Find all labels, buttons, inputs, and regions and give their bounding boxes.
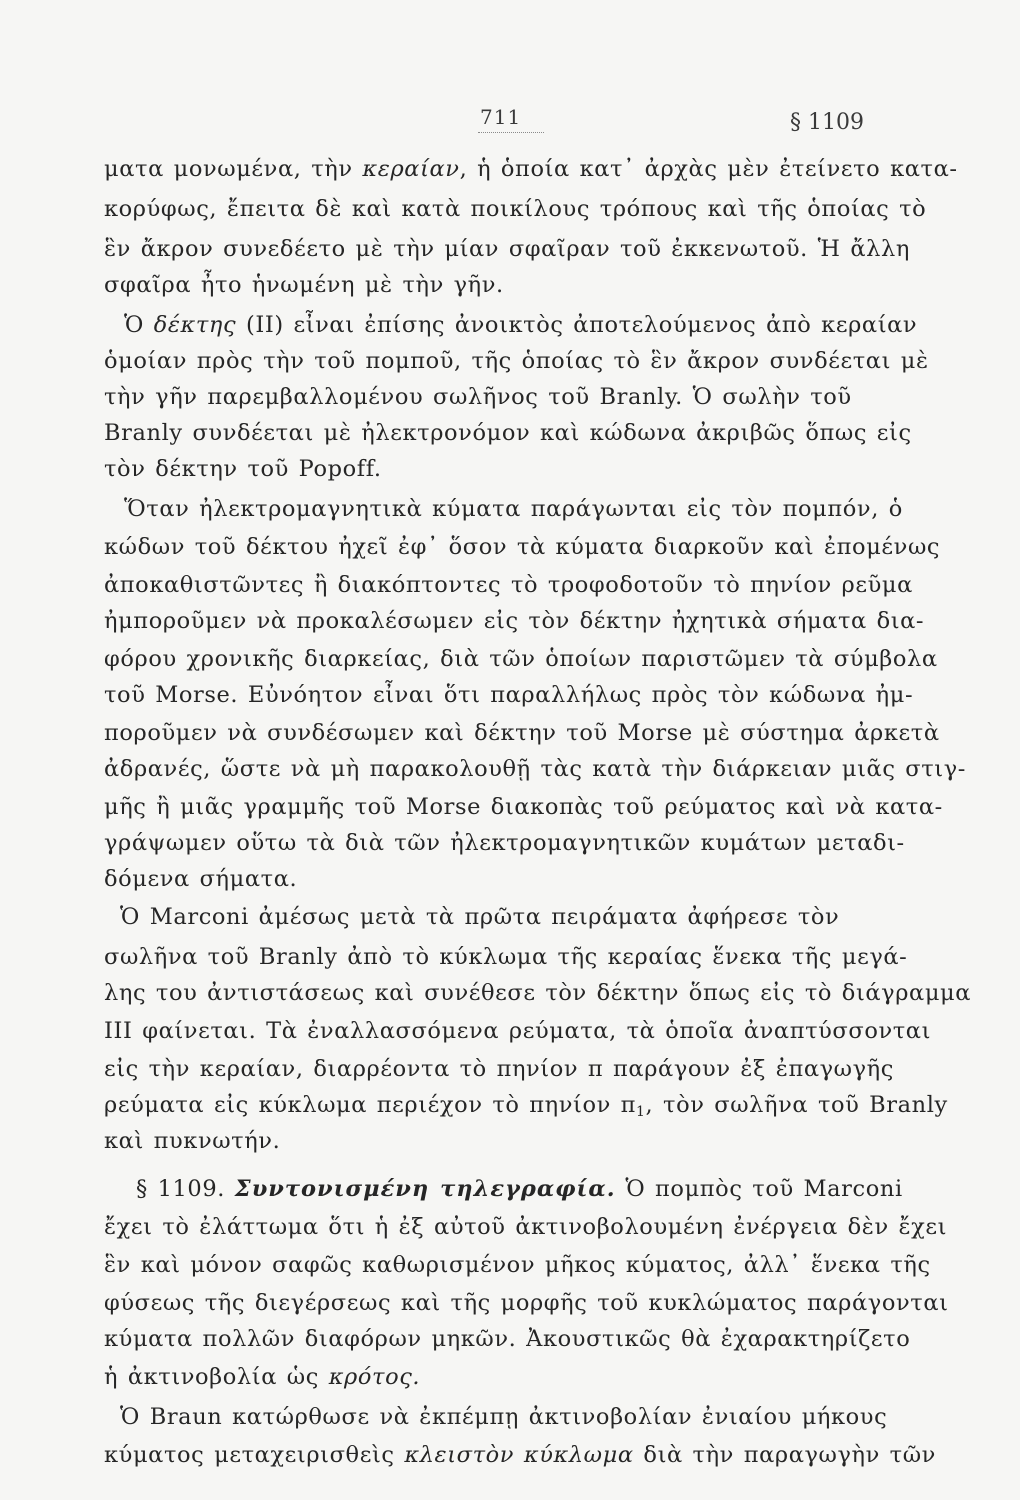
- italic-term: κεραίαν: [362, 156, 460, 182]
- italic-term: κρότος.: [328, 1364, 421, 1390]
- text-line: κώδων τοῦ δέκτου ἠχεῖ ἐφ᾽ ὅσον τὰ κύματα διαρκοῦν καὶ ἐπομένως: [104, 534, 941, 560]
- text-segment: διὰ τὴν παραγωγὴν τῶν: [643, 1442, 936, 1468]
- text-line: λης του ἀντιστάσεως καὶ συνέθεσε τὸν δέκτην ὅπως εἰς τὸ διάγραμμα: [104, 980, 972, 1006]
- text-line: [104, 154, 958, 184]
- text-line: ὁμοίαν πρὸς τὴν τοῦ πομποῦ, τῆς ὁποίας τὸ ἓν ἄκρον συνδέεται μὲ: [104, 348, 929, 374]
- text-line: εἰς τὴν κεραίαν, διαρρέοντα τὸ πηνίον π παράγουν ἐξ ἐπαγωγῆς: [104, 1056, 894, 1082]
- text-line: [104, 1440, 936, 1470]
- section-number: § 1109.: [136, 1176, 226, 1202]
- text-segment: ματα μονωμένα, τὴν: [104, 156, 363, 182]
- section-reference: § 1109: [790, 110, 864, 135]
- text-line: κορύφως, ἔπειτα δὲ καὶ κατὰ ποικίλους τρόπους καὶ τῆς ὁποίας τὸ: [104, 196, 927, 222]
- italic-term: κλειστὸν κύκλωμα: [404, 1442, 634, 1468]
- text-line: [104, 1362, 420, 1392]
- text-line: τὴν γῆν παρεμβαλλομένου σωλῆνος τοῦ Branly. Ὁ σωλὴν τοῦ: [104, 384, 852, 410]
- text-line: κύματα πολλῶν διαφόρων μηκῶν. Ἀκουστικῶς θὰ ἐχαρακτηρίζετο: [104, 1326, 911, 1352]
- text-line: δόμενα σήματα.: [104, 866, 298, 892]
- text-segment: κύματος μεταχειρισθεὶς: [104, 1442, 395, 1468]
- text-line: τὸν δέκτην τοῦ Popoff.: [104, 456, 382, 482]
- text-line: Ὁ Braun κατώρθωσε νὰ ἐκπέμπῃ ἀκτινοβολίαν ἐνιαίου μήκους: [120, 1404, 888, 1430]
- text-line: Ὅταν ἠλεκτρομαγνητικὰ κύματα παράγωνται εἰς τὸν πομπόν, ὁ: [124, 496, 903, 522]
- text-line: Ὁ Marconi ἀμέσως μετὰ τὰ πρῶτα πειράματα ἀφήρεσε τὸν: [120, 904, 840, 930]
- text-line: μῆς ἢ μιᾶς γραμμῆς τοῦ Morse διακοπὰς τοῦ ρεύματος καὶ νὰ κατα-: [104, 794, 943, 820]
- text-line: ἀποκαθιστῶντες ἢ διακόπτοντες τὸ τροφοδοτοῦν τὸ πηνίον ρεῦμα: [104, 572, 913, 598]
- section-title: Συντονισμένη τηλεγραφία.: [234, 1176, 616, 1202]
- text-line: ἓν καὶ μόνον σαφῶς καθωρισμένον μῆκος κύματος, ἀλλ᾽ ἕνεκα τῆς: [104, 1252, 931, 1278]
- italic-term: δέκτης: [153, 312, 237, 338]
- text-line: σφαῖρα ἦτο ἡνωμένη μὲ τὴν γῆν.: [104, 272, 504, 298]
- text-line: ΙΙΙ φαίνεται. Τὰ ἐναλλασσόμενα ρεύματα, τὰ ὁποῖα ἀναπτύσσονται: [104, 1018, 932, 1044]
- text-segment: , ἡ ὁποία κατ᾽ ἀρχὰς μὲν ἐτείνετο κατα-: [459, 156, 958, 182]
- text-line: ἔχει τὸ ἐλάττωμα ὅτι ἡ ἐξ αὐτοῦ ἀκτινοβολουμένη ἐνέργεια δὲν ἔχει: [104, 1214, 948, 1240]
- text-line: ἓν ἄκρον συνεδέετο μὲ τὴν μίαν σφαῖραν τοῦ ἐκκενωτοῦ. Ἡ ἄλλη: [104, 236, 910, 262]
- text-segment: ἡ ἀκτινοβολία ὡς: [104, 1364, 319, 1390]
- text-line: ποροῦμεν νὰ συνδέσωμεν καὶ δέκτην τοῦ Morse μὲ σύστημα ἀρκετὰ: [104, 720, 940, 746]
- text-line: [104, 1090, 948, 1127]
- text-line: [124, 310, 917, 340]
- page-number-rule: [478, 132, 544, 134]
- text-segment: Ὁ πομπὸς τοῦ Marconi: [625, 1176, 903, 1202]
- text-line: τοῦ Morse. Εὐνόητον εἶναι ὅτι παραλλήλως πρὸς τὸν κώδωνα ἠμ-: [104, 682, 914, 708]
- text-line: ἠμποροῦμεν νὰ προκαλέσωμεν εἰς τὸν δέκτην ἠχητικὰ σήματα δια-: [104, 608, 925, 634]
- text-segment: (ΙΙ) εἶναι ἐπίσης ἀνοικτὸς ἀποτελούμενος ἀπὸ κεραίαν: [236, 312, 918, 338]
- text-segment: Ὁ: [124, 312, 154, 338]
- text-line: φύσεως τῆς διεγέρσεως καὶ τῆς μορφῆς τοῦ κυκλώματος παράγονται: [104, 1290, 949, 1316]
- text-line: γράψωμεν οὕτω τὰ διὰ τῶν ἠλεκτρομαγνητικῶν κυμάτων μεταδι-: [104, 830, 905, 856]
- subscript: 1: [636, 1104, 646, 1120]
- text-line: σωλῆνα τοῦ Branly ἀπὸ τὸ κύκλωμα τῆς κεραίας ἕνεκα τῆς μεγά-: [104, 944, 908, 970]
- text-line: καὶ πυκνωτήν.: [104, 1128, 281, 1154]
- text-line: φόρου χρονικῆς διαρκείας, διὰ τῶν ὁποίων παριστῶμεν τὰ σύμβολα: [104, 646, 938, 672]
- section-heading-line: [136, 1174, 903, 1204]
- text-segment: , τὸν σωλῆνα τοῦ Branly: [645, 1092, 948, 1118]
- text-line: Branly συνδέεται μὲ ἠλεκτρονόμον καὶ κώδωνα ἀκριβῶς ὅπως εἰς: [104, 420, 912, 446]
- text-line: ἀδρανές, ὥστε νὰ μὴ παρακολουθῇ τὰς κατὰ τὴν διάρκειαν μιᾶς στιγ-: [104, 756, 966, 782]
- text-segment: ρεύματα εἰς κύκλωμα περιέχον τὸ πηνίον π: [104, 1092, 637, 1118]
- page-number: 711: [480, 105, 522, 129]
